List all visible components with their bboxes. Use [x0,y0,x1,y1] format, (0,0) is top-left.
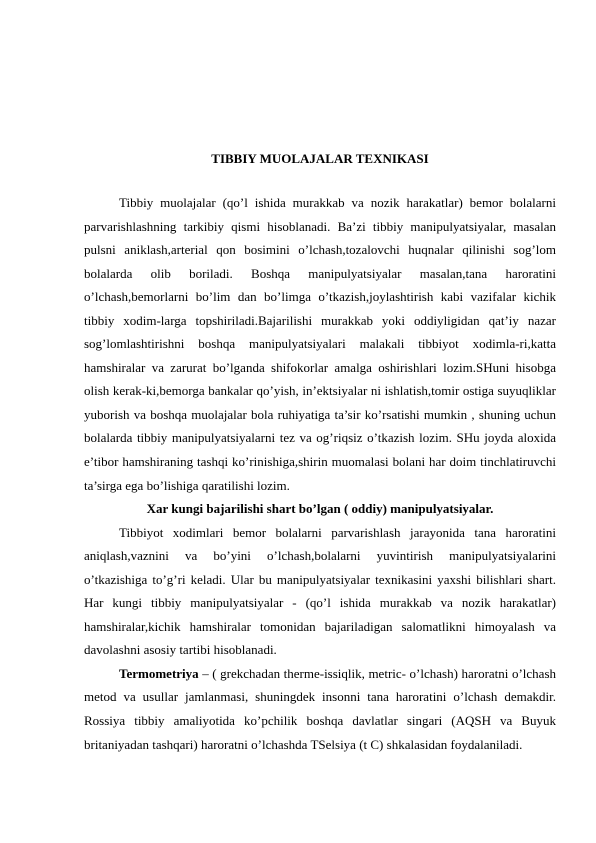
term-thermometry: Termometriya [119,665,199,681]
thermometry-definition: – ( grekchadan therme-issiqlik, metric- o’lchash) haroratni o’lchash metod va usullar jamlanmasi, shuningdek insonni tana haroratini o’lchash demakdir. Rossiya tibbiy amaliyotida ko’pchilik boshqa davlatlar singari (AQSH va Buyuk britaniyadan tashqari) haroratni o’lchashda TSelsiya (t C) shkalasidan foydalaniladi. [84,665,556,752]
paragraph-intro: Tibbiy muolajalar (qo’l ishida murakkab va nozik harakatlar) bemor bolalarni parvarishlashning tarkibiy qismi hisoblanadi. Ba’zi tibbiy manipulyatsiyalar, masalan pulsni aniklash,arterial qon bosimini o’lchash,tozalovchi huqnalar qilinishi sog’lom bolalarda olib boriladi. Boshqa manipulyatsiyalar masalan,tana haroratini o’lchash,bemorlarni bo’lim dan bo’limga o’tkazish,joylashtirish kabi vazifalar kichik tibbiy xodim-larga topshiriladi.Bajarilishi murakkab yoki oddiyligidan qat’iy nazar sog’lomlashtirishni boshqa manipulyatsiyalari malakali tibbiyot xodimla-ri,katta hamshiralar va zarurat bo’lganda shifokorlar amalga oshirishlari lozim.SHuni hisobga olish kerak-ki,bemorga bankalar qo’yish, in’ektsiyalar ni ishlatish,tomir ostiga suyuqliklar yuborish va boshqa muolajalar bola ruhiyatiga ta’sir ko’rsatishi mumkin , shuning uchun bolalarda tibbiy manipulyatsiyalarni tez va og’riqsiz o’tkazish lozim. SHu joyda aloxida e’tibor hamshiraning tashqi ko’rinishiga,shirin muomalasi bolani har doim tinchlatiruvchi ta’sirga ega bo’lishiga qaratilishi lozim. [84,195,556,493]
paragraph-daily-manipulations: Tibbiyot xodimlari bemor bolalarni parvarishlash jarayonida tana haroratini aniqlash,vaznini va bo’yini o’lchash,bolalarni yuvintirish manipulyatsiyalarini o’tkazishiga to’g’ri keladi. Ular bu manipulyatsiyalar texnikasini yaxshi bilishlari shart. Har kungi tibbiy manipulyatsiyalar - (qo’l ishida murakkab va nozik harakatlar) hamshiralar,kichik hamshiralar tomonidan bajariladigan salomatlikni himoyalash va davolashni asosiy tartibi hisoblanadi. [84,524,556,658]
paragraph-thermometry [84,662,556,756]
document-title: TIBBIY MUOLAJALAR TEXNIKASI [211,151,429,166]
section-subheading: Xar kungi bajarilishi shart bo’lgan ( oddiy) manipulyatsiyalar. [146,501,494,517]
document-body [84,191,556,756]
